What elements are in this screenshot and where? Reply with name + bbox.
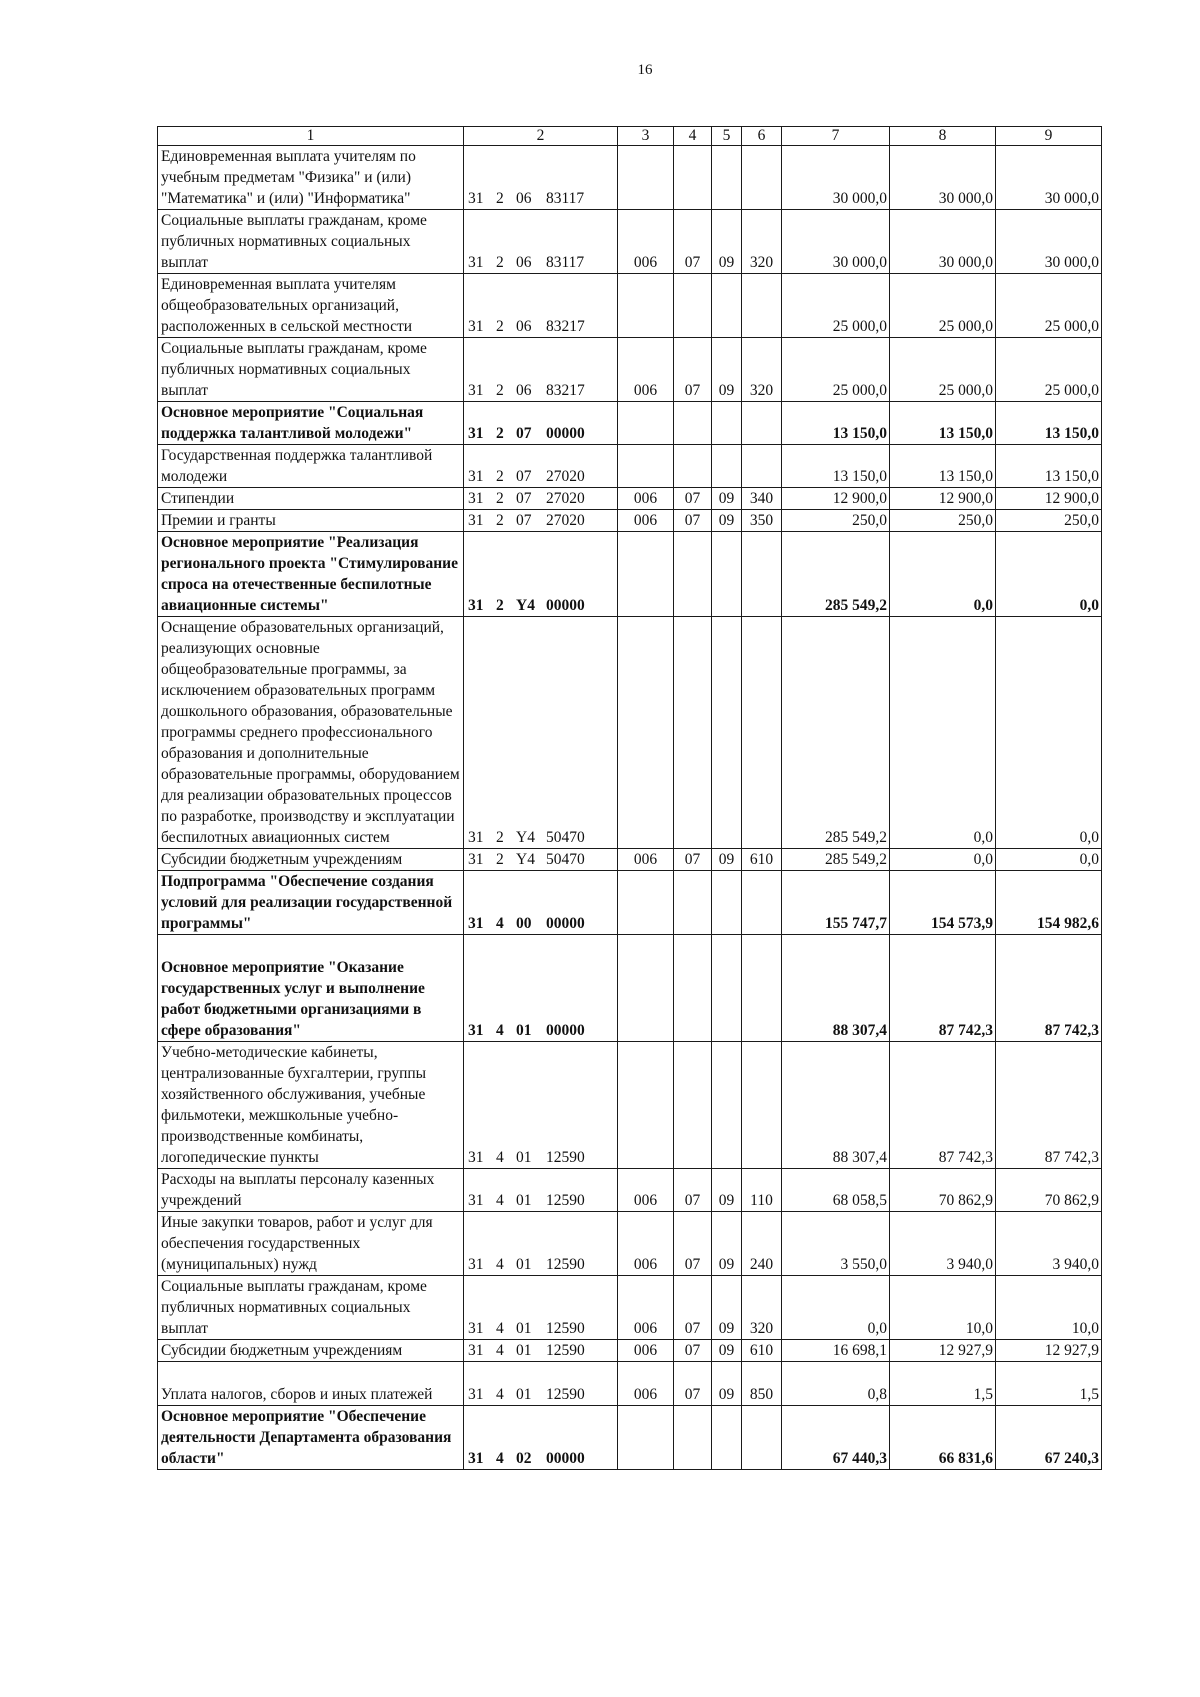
table-row	[158, 1340, 1102, 1362]
code-part: 4	[496, 1450, 504, 1467]
program-code	[464, 1169, 618, 1212]
program-code	[464, 274, 618, 338]
code-part: 12590	[546, 1192, 585, 1209]
code-part: 27020	[546, 512, 585, 529]
amount-cell: 12 900,0	[782, 488, 890, 510]
classification-cell	[618, 1042, 674, 1169]
amount-cell: 13 150,0	[890, 402, 996, 445]
program-code	[464, 935, 618, 1042]
code-part: 31	[468, 597, 484, 614]
header-cell: 8	[890, 127, 996, 146]
amount-cell: 30 000,0	[996, 210, 1102, 274]
code-part: 4	[496, 1022, 504, 1039]
amount-cell: 30 000,0	[782, 210, 890, 274]
classification-cell: 006	[618, 338, 674, 402]
classification-cell	[742, 274, 782, 338]
code-part: 12590	[546, 1149, 585, 1166]
code-part: 31	[468, 851, 484, 868]
amount-cell: 3 940,0	[890, 1212, 996, 1276]
code-part: 02	[516, 1450, 532, 1467]
amount-cell: 16 698,1	[782, 1340, 890, 1362]
code-part: 07	[516, 425, 532, 442]
row-name: Основное мероприятие "Обеспечение деятельности Департамента образования области"	[158, 1406, 464, 1470]
code-part: 2	[496, 318, 504, 335]
classification-cell	[712, 871, 742, 935]
classification-cell: 09	[712, 488, 742, 510]
row-name: Учебно-методические кабинеты, централизованные бухгалтерии, группы хозяйственного обслуживания, учебные фильмотеки, межшкольные учебно-производственные комбинаты, логопедические пункты	[158, 1042, 464, 1169]
table-row	[158, 274, 1102, 338]
program-code	[464, 445, 618, 488]
program-code	[464, 1406, 618, 1470]
amount-cell: 25 000,0	[890, 338, 996, 402]
program-code	[464, 849, 618, 871]
code-part: 31	[468, 425, 484, 442]
code-part: 31	[468, 318, 484, 335]
classification-cell: 07	[674, 1276, 712, 1340]
code-part: 4	[496, 1192, 504, 1209]
amount-cell: 70 862,9	[890, 1169, 996, 1212]
classification-cell: 006	[618, 210, 674, 274]
amount-cell: 67 240,3	[996, 1406, 1102, 1470]
code-part: 31	[468, 254, 484, 271]
row-name: Стипендии	[158, 488, 464, 510]
amount-cell: 12 927,9	[996, 1340, 1102, 1362]
classification-cell: 09	[712, 1212, 742, 1276]
program-code	[464, 871, 618, 935]
classification-cell	[674, 935, 712, 1042]
code-part: 00	[516, 915, 532, 932]
amount-cell: 70 862,9	[996, 1169, 1102, 1212]
amount-cell: 0,0	[890, 617, 996, 849]
row-name: Основное мероприятие "Социальная поддержка талантливой молодежи"	[158, 402, 464, 445]
code-part: 31	[468, 490, 484, 507]
classification-cell: 09	[712, 1340, 742, 1362]
code-part: 2	[496, 425, 504, 442]
program-code	[464, 402, 618, 445]
amount-cell: 12 900,0	[890, 488, 996, 510]
classification-cell: 110	[742, 1169, 782, 1212]
amount-cell: 250,0	[996, 510, 1102, 532]
classification-cell: 320	[742, 210, 782, 274]
classification-cell	[674, 402, 712, 445]
header-cell: 5	[712, 127, 742, 146]
row-name: Единовременная выплата учителям по учебным предметам "Физика" и (или) "Математика" и (или) "Информатика"	[158, 146, 464, 210]
code-part: 83117	[546, 254, 585, 271]
amount-cell: 87 742,3	[890, 935, 996, 1042]
classification-cell	[674, 146, 712, 210]
classification-cell	[618, 146, 674, 210]
code-part: 01	[516, 1256, 532, 1273]
amount-cell: 155 747,7	[782, 871, 890, 935]
code-part: 31	[468, 382, 484, 399]
classification-cell	[674, 445, 712, 488]
classification-cell	[712, 146, 742, 210]
table-row	[158, 1362, 1102, 1406]
code-part: 31	[468, 1256, 484, 1273]
classification-cell: 07	[674, 338, 712, 402]
classification-cell: 006	[618, 1340, 674, 1362]
classification-cell: 07	[674, 849, 712, 871]
amount-cell: 13 150,0	[996, 402, 1102, 445]
table-row	[158, 1212, 1102, 1276]
amount-cell: 0,0	[890, 849, 996, 871]
classification-cell	[742, 1406, 782, 1470]
table-row	[158, 488, 1102, 510]
amount-cell: 68 058,5	[782, 1169, 890, 1212]
classification-cell	[674, 617, 712, 849]
classification-cell: 320	[742, 1276, 782, 1340]
program-code	[464, 617, 618, 849]
code-part: 07	[516, 490, 532, 507]
classification-cell: 006	[618, 488, 674, 510]
code-part: 01	[516, 1342, 532, 1359]
amount-cell: 25 000,0	[996, 274, 1102, 338]
page-number: 16	[637, 62, 653, 78]
classification-cell: 006	[618, 1362, 674, 1406]
amount-cell: 0,0	[996, 849, 1102, 871]
row-name: Расходы на выплаты персоналу казенных учреждений	[158, 1169, 464, 1212]
program-code	[464, 338, 618, 402]
row-name: Социальные выплаты гражданам, кроме публичных нормативных социальных выплат	[158, 1276, 464, 1340]
amount-cell: 0,0	[996, 617, 1102, 849]
table-row	[158, 402, 1102, 445]
amount-cell: 30 000,0	[890, 210, 996, 274]
amount-cell: 25 000,0	[890, 274, 996, 338]
program-code	[464, 1362, 618, 1406]
amount-cell: 0,0	[782, 1276, 890, 1340]
classification-cell: 09	[712, 849, 742, 871]
code-part: 4	[496, 1342, 504, 1359]
amount-cell: 25 000,0	[782, 338, 890, 402]
classification-cell	[742, 871, 782, 935]
code-part: 12590	[546, 1386, 585, 1403]
table-row	[158, 1042, 1102, 1169]
classification-cell: 07	[674, 1362, 712, 1406]
amount-cell: 13 150,0	[890, 445, 996, 488]
amount-cell: 250,0	[782, 510, 890, 532]
code-part: 4	[496, 1320, 504, 1337]
classification-cell: 09	[712, 1276, 742, 1340]
classification-cell: 610	[742, 849, 782, 871]
header-cell: 7	[782, 127, 890, 146]
classification-cell	[674, 1406, 712, 1470]
classification-cell: 320	[742, 338, 782, 402]
code-part: 07	[516, 512, 532, 529]
classification-cell	[712, 1406, 742, 1470]
code-part: 06	[516, 190, 532, 207]
program-code	[464, 1340, 618, 1362]
classification-cell	[742, 532, 782, 617]
code-part: 01	[516, 1022, 532, 1039]
amount-cell: 13 150,0	[782, 402, 890, 445]
code-part: 01	[516, 1386, 532, 1403]
classification-cell	[674, 532, 712, 617]
row-name: Премии и гранты	[158, 510, 464, 532]
classification-cell: 07	[674, 210, 712, 274]
row-name: Подпрограмма "Обеспечение создания условий для реализации государственной программы"	[158, 871, 464, 935]
program-code	[464, 210, 618, 274]
classification-cell: 340	[742, 488, 782, 510]
code-part: 06	[516, 318, 532, 335]
classification-cell	[742, 445, 782, 488]
code-part: 4	[496, 1149, 504, 1166]
amount-cell: 154 573,9	[890, 871, 996, 935]
row-name: Основное мероприятие "Оказание государственных услуг и выполнение работ бюджетными организациями в сфере образования"	[158, 935, 464, 1042]
classification-cell: 006	[618, 1212, 674, 1276]
header-row	[158, 127, 1102, 146]
amount-cell: 0,8	[782, 1362, 890, 1406]
classification-cell: 09	[712, 210, 742, 274]
program-code	[464, 146, 618, 210]
code-part: 06	[516, 382, 532, 399]
table-row	[158, 935, 1102, 1042]
code-part: 01	[516, 1192, 532, 1209]
amount-cell: 13 150,0	[782, 445, 890, 488]
classification-cell: 07	[674, 1212, 712, 1276]
classification-cell: 09	[712, 1362, 742, 1406]
classification-cell	[742, 146, 782, 210]
amount-cell: 88 307,4	[782, 935, 890, 1042]
classification-cell	[742, 402, 782, 445]
amount-cell: 87 742,3	[996, 1042, 1102, 1169]
amount-cell: 285 549,2	[782, 849, 890, 871]
code-part: 06	[516, 254, 532, 271]
classification-cell: 07	[674, 510, 712, 532]
program-code	[464, 1042, 618, 1169]
classification-cell	[674, 1042, 712, 1169]
classification-cell: 006	[618, 849, 674, 871]
code-part: 12590	[546, 1256, 585, 1273]
header-cell: 9	[996, 127, 1102, 146]
row-name: Иные закупки товаров, работ и услуг для обеспечения государственных (муниципальных) нужд	[158, 1212, 464, 1276]
code-part: 00000	[546, 1450, 585, 1467]
classification-cell	[618, 1406, 674, 1470]
code-part: 2	[496, 254, 504, 271]
amount-cell: 30 000,0	[996, 146, 1102, 210]
amount-cell: 285 549,2	[782, 532, 890, 617]
code-part: 31	[468, 190, 484, 207]
classification-cell	[742, 617, 782, 849]
table-row	[158, 617, 1102, 849]
code-part: 4	[496, 1256, 504, 1273]
table-row	[158, 510, 1102, 532]
classification-cell: 240	[742, 1212, 782, 1276]
classification-cell	[618, 445, 674, 488]
classification-cell: 850	[742, 1362, 782, 1406]
table-row	[158, 445, 1102, 488]
row-name: Основное мероприятие "Реализация регионального проекта "Стимулирование спроса на отечественные беспилотные авиационные системы"	[158, 532, 464, 617]
code-part: 4	[496, 915, 504, 932]
classification-cell	[712, 274, 742, 338]
code-part: 07	[516, 468, 532, 485]
table-row	[158, 871, 1102, 935]
row-name: Уплата налогов, сборов и иных платежей	[158, 1362, 464, 1406]
program-code	[464, 1276, 618, 1340]
amount-cell: 12 927,9	[890, 1340, 996, 1362]
amount-cell: 3 940,0	[996, 1212, 1102, 1276]
code-part: 31	[468, 1192, 484, 1209]
amount-cell: 10,0	[890, 1276, 996, 1340]
classification-cell	[742, 1042, 782, 1169]
code-part: 31	[468, 1342, 484, 1359]
classification-cell	[618, 274, 674, 338]
classification-cell	[618, 617, 674, 849]
table-row	[158, 146, 1102, 210]
classification-cell: 350	[742, 510, 782, 532]
classification-cell: 07	[674, 1340, 712, 1362]
amount-cell: 66 831,6	[890, 1406, 996, 1470]
code-part: 50470	[546, 829, 585, 846]
code-part: Y4	[516, 597, 535, 614]
row-name: Субсидии бюджетным учреждениям	[158, 1340, 464, 1362]
program-code	[464, 532, 618, 617]
amount-cell: 12 900,0	[996, 488, 1102, 510]
amount-cell: 88 307,4	[782, 1042, 890, 1169]
classification-cell	[618, 935, 674, 1042]
classification-cell	[712, 1042, 742, 1169]
amount-cell: 30 000,0	[782, 146, 890, 210]
header-cell: 6	[742, 127, 782, 146]
code-part: 31	[468, 915, 484, 932]
header-cell: 1	[158, 127, 464, 146]
code-part: 2	[496, 597, 504, 614]
row-name: Единовременная выплата учителям общеобразовательных организаций, расположенных в сельской местности	[158, 274, 464, 338]
classification-cell: 09	[712, 338, 742, 402]
code-part: Y4	[516, 851, 535, 868]
budget-table	[157, 126, 1102, 1470]
code-part: 00000	[546, 597, 585, 614]
row-name: Государственная поддержка талантливой молодежи	[158, 445, 464, 488]
classification-cell: 610	[742, 1340, 782, 1362]
header-cell: 4	[674, 127, 712, 146]
table-row	[158, 1276, 1102, 1340]
amount-cell: 250,0	[890, 510, 996, 532]
header-cell: 2	[464, 127, 618, 146]
header-cell: 3	[618, 127, 674, 146]
code-part: 2	[496, 490, 504, 507]
table-row	[158, 338, 1102, 402]
amount-cell: 87 742,3	[996, 935, 1102, 1042]
code-part: 01	[516, 1149, 532, 1166]
classification-cell	[712, 445, 742, 488]
code-part: 31	[468, 1149, 484, 1166]
code-part: 31	[468, 829, 484, 846]
code-part: Y4	[516, 829, 535, 846]
classification-cell	[618, 871, 674, 935]
classification-cell: 09	[712, 1169, 742, 1212]
classification-cell	[712, 617, 742, 849]
amount-cell: 25 000,0	[782, 274, 890, 338]
code-part: 31	[468, 468, 484, 485]
code-part: 83217	[546, 382, 585, 399]
classification-cell	[742, 935, 782, 1042]
code-part: 27020	[546, 468, 585, 485]
code-part: 2	[496, 851, 504, 868]
row-name: Оснащение образовательных организаций, реализующих основные общеобразовательные программы, за исключением образовательных программ дошкольного образования, образовательные программы среднего профессионального образования и дополнительные образовательные программы, оборудованием для реализации образовательных процессов по разработке, производству и эксплуатации беспилотных авиационных систем	[158, 617, 464, 849]
code-part: 83217	[546, 318, 585, 335]
classification-cell	[712, 532, 742, 617]
amount-cell: 154 982,6	[996, 871, 1102, 935]
program-code	[464, 1212, 618, 1276]
code-part: 00000	[546, 425, 585, 442]
classification-cell	[618, 402, 674, 445]
amount-cell: 67 440,3	[782, 1406, 890, 1470]
classification-cell	[674, 871, 712, 935]
code-part: 2	[496, 190, 504, 207]
table-row	[158, 532, 1102, 617]
code-part: 27020	[546, 490, 585, 507]
classification-cell: 006	[618, 1276, 674, 1340]
amount-cell: 30 000,0	[890, 146, 996, 210]
program-code	[464, 488, 618, 510]
code-part: 2	[496, 512, 504, 529]
code-part: 50470	[546, 851, 585, 868]
amount-cell: 0,0	[890, 532, 996, 617]
code-part: 2	[496, 829, 504, 846]
classification-cell	[674, 274, 712, 338]
code-part: 00000	[546, 915, 585, 932]
code-part: 31	[468, 1386, 484, 1403]
code-part: 31	[468, 1450, 484, 1467]
amount-cell: 1,5	[890, 1362, 996, 1406]
classification-cell: 09	[712, 510, 742, 532]
amount-cell: 285 549,2	[782, 617, 890, 849]
code-part: 83117	[546, 190, 585, 207]
table-row	[158, 1406, 1102, 1470]
code-part: 31	[468, 1320, 484, 1337]
amount-cell: 0,0	[996, 532, 1102, 617]
classification-cell: 07	[674, 488, 712, 510]
code-part: 4	[496, 1386, 504, 1403]
code-part: 00000	[546, 1022, 585, 1039]
code-part: 2	[496, 468, 504, 485]
amount-cell: 13 150,0	[996, 445, 1102, 488]
row-name: Субсидии бюджетным учреждениям	[158, 849, 464, 871]
classification-cell	[712, 935, 742, 1042]
table-row	[158, 849, 1102, 871]
amount-cell: 87 742,3	[890, 1042, 996, 1169]
amount-cell: 1,5	[996, 1362, 1102, 1406]
classification-cell	[712, 402, 742, 445]
classification-cell: 006	[618, 510, 674, 532]
code-part: 2	[496, 382, 504, 399]
code-part: 12590	[546, 1342, 585, 1359]
row-name: Социальные выплаты гражданам, кроме публичных нормативных социальных выплат	[158, 210, 464, 274]
code-part: 31	[468, 1022, 484, 1039]
amount-cell: 25 000,0	[996, 338, 1102, 402]
classification-cell	[618, 532, 674, 617]
amount-cell: 3 550,0	[782, 1212, 890, 1276]
classification-cell: 07	[674, 1169, 712, 1212]
amount-cell: 10,0	[996, 1276, 1102, 1340]
code-part: 01	[516, 1320, 532, 1337]
table-row	[158, 210, 1102, 274]
code-part: 31	[468, 512, 484, 529]
classification-cell: 006	[618, 1169, 674, 1212]
code-part: 12590	[546, 1320, 585, 1337]
row-name: Социальные выплаты гражданам, кроме публичных нормативных социальных выплат	[158, 338, 464, 402]
program-code	[464, 510, 618, 532]
table-row	[158, 1169, 1102, 1212]
